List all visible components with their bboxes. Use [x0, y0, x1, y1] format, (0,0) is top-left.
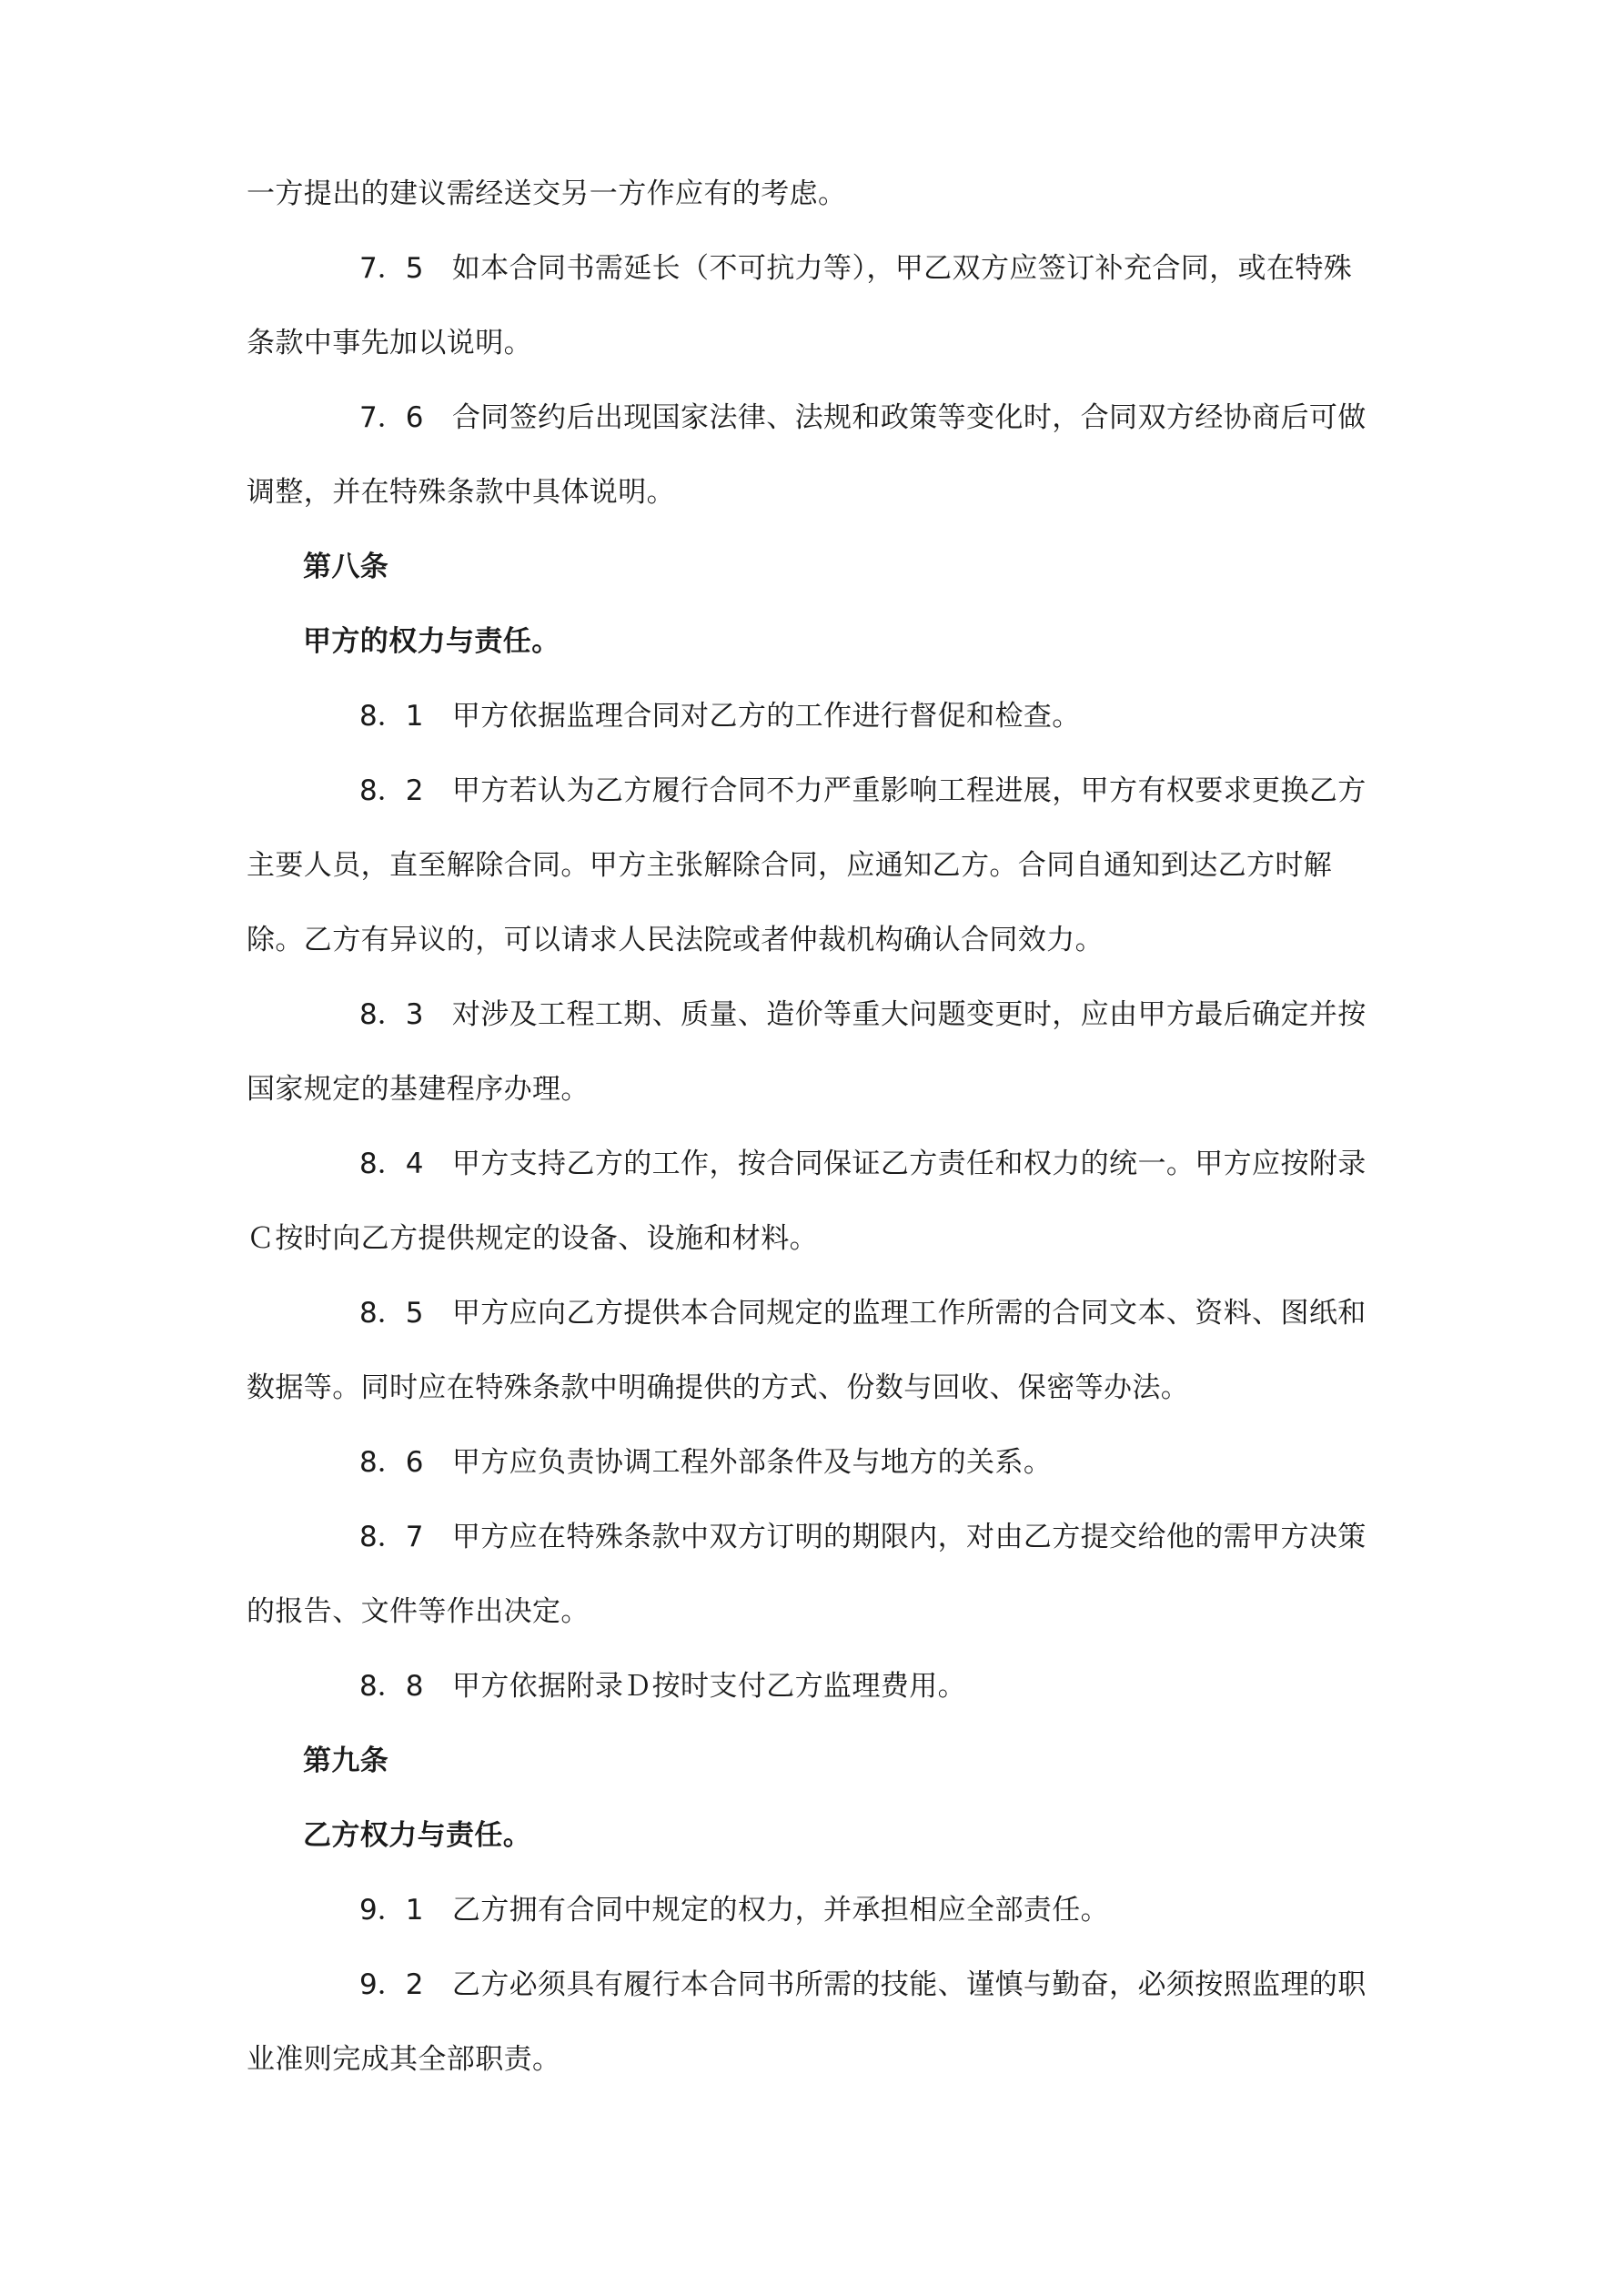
clause-number: 8．5 — [359, 1297, 424, 1330]
clause-text: 对涉及工程工期、质量、造价等重大问题变更时，应由甲方最后确定并按国家规定的基建程序办理。 — [247, 998, 1367, 1106]
article-subheading-8: 甲方的权力与责任。 — [303, 625, 560, 658]
clause-8-7 — [247, 1500, 1379, 1649]
clause-8-1 — [247, 679, 1379, 754]
clause-text: 合同签约后出现国家法律、法规和政策等变化时，合同双方经协商后可做调整，并在特殊条款中具体说明。 — [247, 401, 1367, 509]
clause-number: 7．6 — [359, 401, 424, 434]
clause-8-5 — [247, 1276, 1379, 1425]
article-heading-8: 第八条 — [303, 551, 389, 583]
clause-text: 甲方应在特殊条款中双方订明的期限内，对由乙方提交给他的需甲方决策的报告、文件等作出决定。 — [247, 1521, 1367, 1628]
paragraph-continuation — [247, 157, 1379, 231]
clause-text: 甲方支持乙方的工作，按合同保证乙方责任和权力的统一。甲方应按附录Ｃ按时向乙方提供规定的设备、设施和材料。 — [247, 1148, 1367, 1255]
clause-text: 甲方应向乙方提供本合同规定的监理工作所需的合同文本、资料、图纸和数据等。同时应在特殊条款中明确提供的方式、份数与回收、保密等办法。 — [247, 1297, 1367, 1404]
clause-text: 甲方依据监理合同对乙方的工作进行督促和检查。 — [451, 700, 1081, 733]
clause-text: 甲方应负责协调工程外部条件及与地方的关系。 — [451, 1446, 1053, 1479]
clause-number: 8．6 — [359, 1446, 424, 1479]
clause-number: 8．2 — [359, 774, 424, 807]
clause-number: 8．7 — [359, 1521, 424, 1553]
clause-number: 8．4 — [359, 1148, 424, 1180]
clause-8-2 — [247, 754, 1379, 977]
clause-9-1 — [247, 1873, 1379, 1947]
clause-8-3 — [247, 977, 1379, 1127]
clause-7-5 — [247, 231, 1379, 380]
paragraph-text: 一方提出的建议需经送交另一方作应有的考虑。 — [247, 177, 847, 210]
clause-text: 如本合同书需延长（不可抗力等），甲乙双方应签订补充合同，或在特殊条款中事先加以说明。 — [247, 252, 1353, 359]
clause-text: 乙方必须具有履行本合同书所需的技能、谨慎与勤奋，必须按照监理的职业准则完成其全部职责。 — [247, 1968, 1367, 2076]
clause-9-2 — [247, 1947, 1379, 2097]
clause-number: 9．1 — [359, 1894, 424, 1927]
document-body — [247, 157, 1379, 2097]
clause-number: 9．2 — [359, 1968, 424, 2001]
clause-8-4 — [247, 1127, 1379, 1276]
article-heading-9: 第九条 — [303, 1745, 389, 1777]
clause-number: 8．3 — [359, 998, 424, 1031]
clause-number: 7．5 — [359, 252, 424, 285]
clause-number: 8．8 — [359, 1670, 424, 1703]
clause-text: 乙方拥有合同中规定的权力，并承担相应全部责任。 — [451, 1894, 1110, 1927]
clause-8-6 — [247, 1425, 1379, 1500]
article-subheading-9: 乙方权力与责任。 — [303, 1819, 532, 1852]
clause-8-8 — [247, 1649, 1379, 1724]
clause-7-6 — [247, 380, 1379, 530]
clause-number: 8．1 — [359, 700, 424, 733]
clause-text: 甲方依据附录Ｄ按时支付乙方监理费用。 — [451, 1670, 967, 1703]
clause-text: 甲方若认为乙方履行合同不力严重影响工程进展，甲方有权要求更换乙方主要人员，直至解除合同。甲方主张解除合同，应通知乙方。合同自通知到达乙方时解除。乙方有异议的，可以请求人民法院或者仲裁机构确认合同效力。 — [247, 774, 1367, 956]
